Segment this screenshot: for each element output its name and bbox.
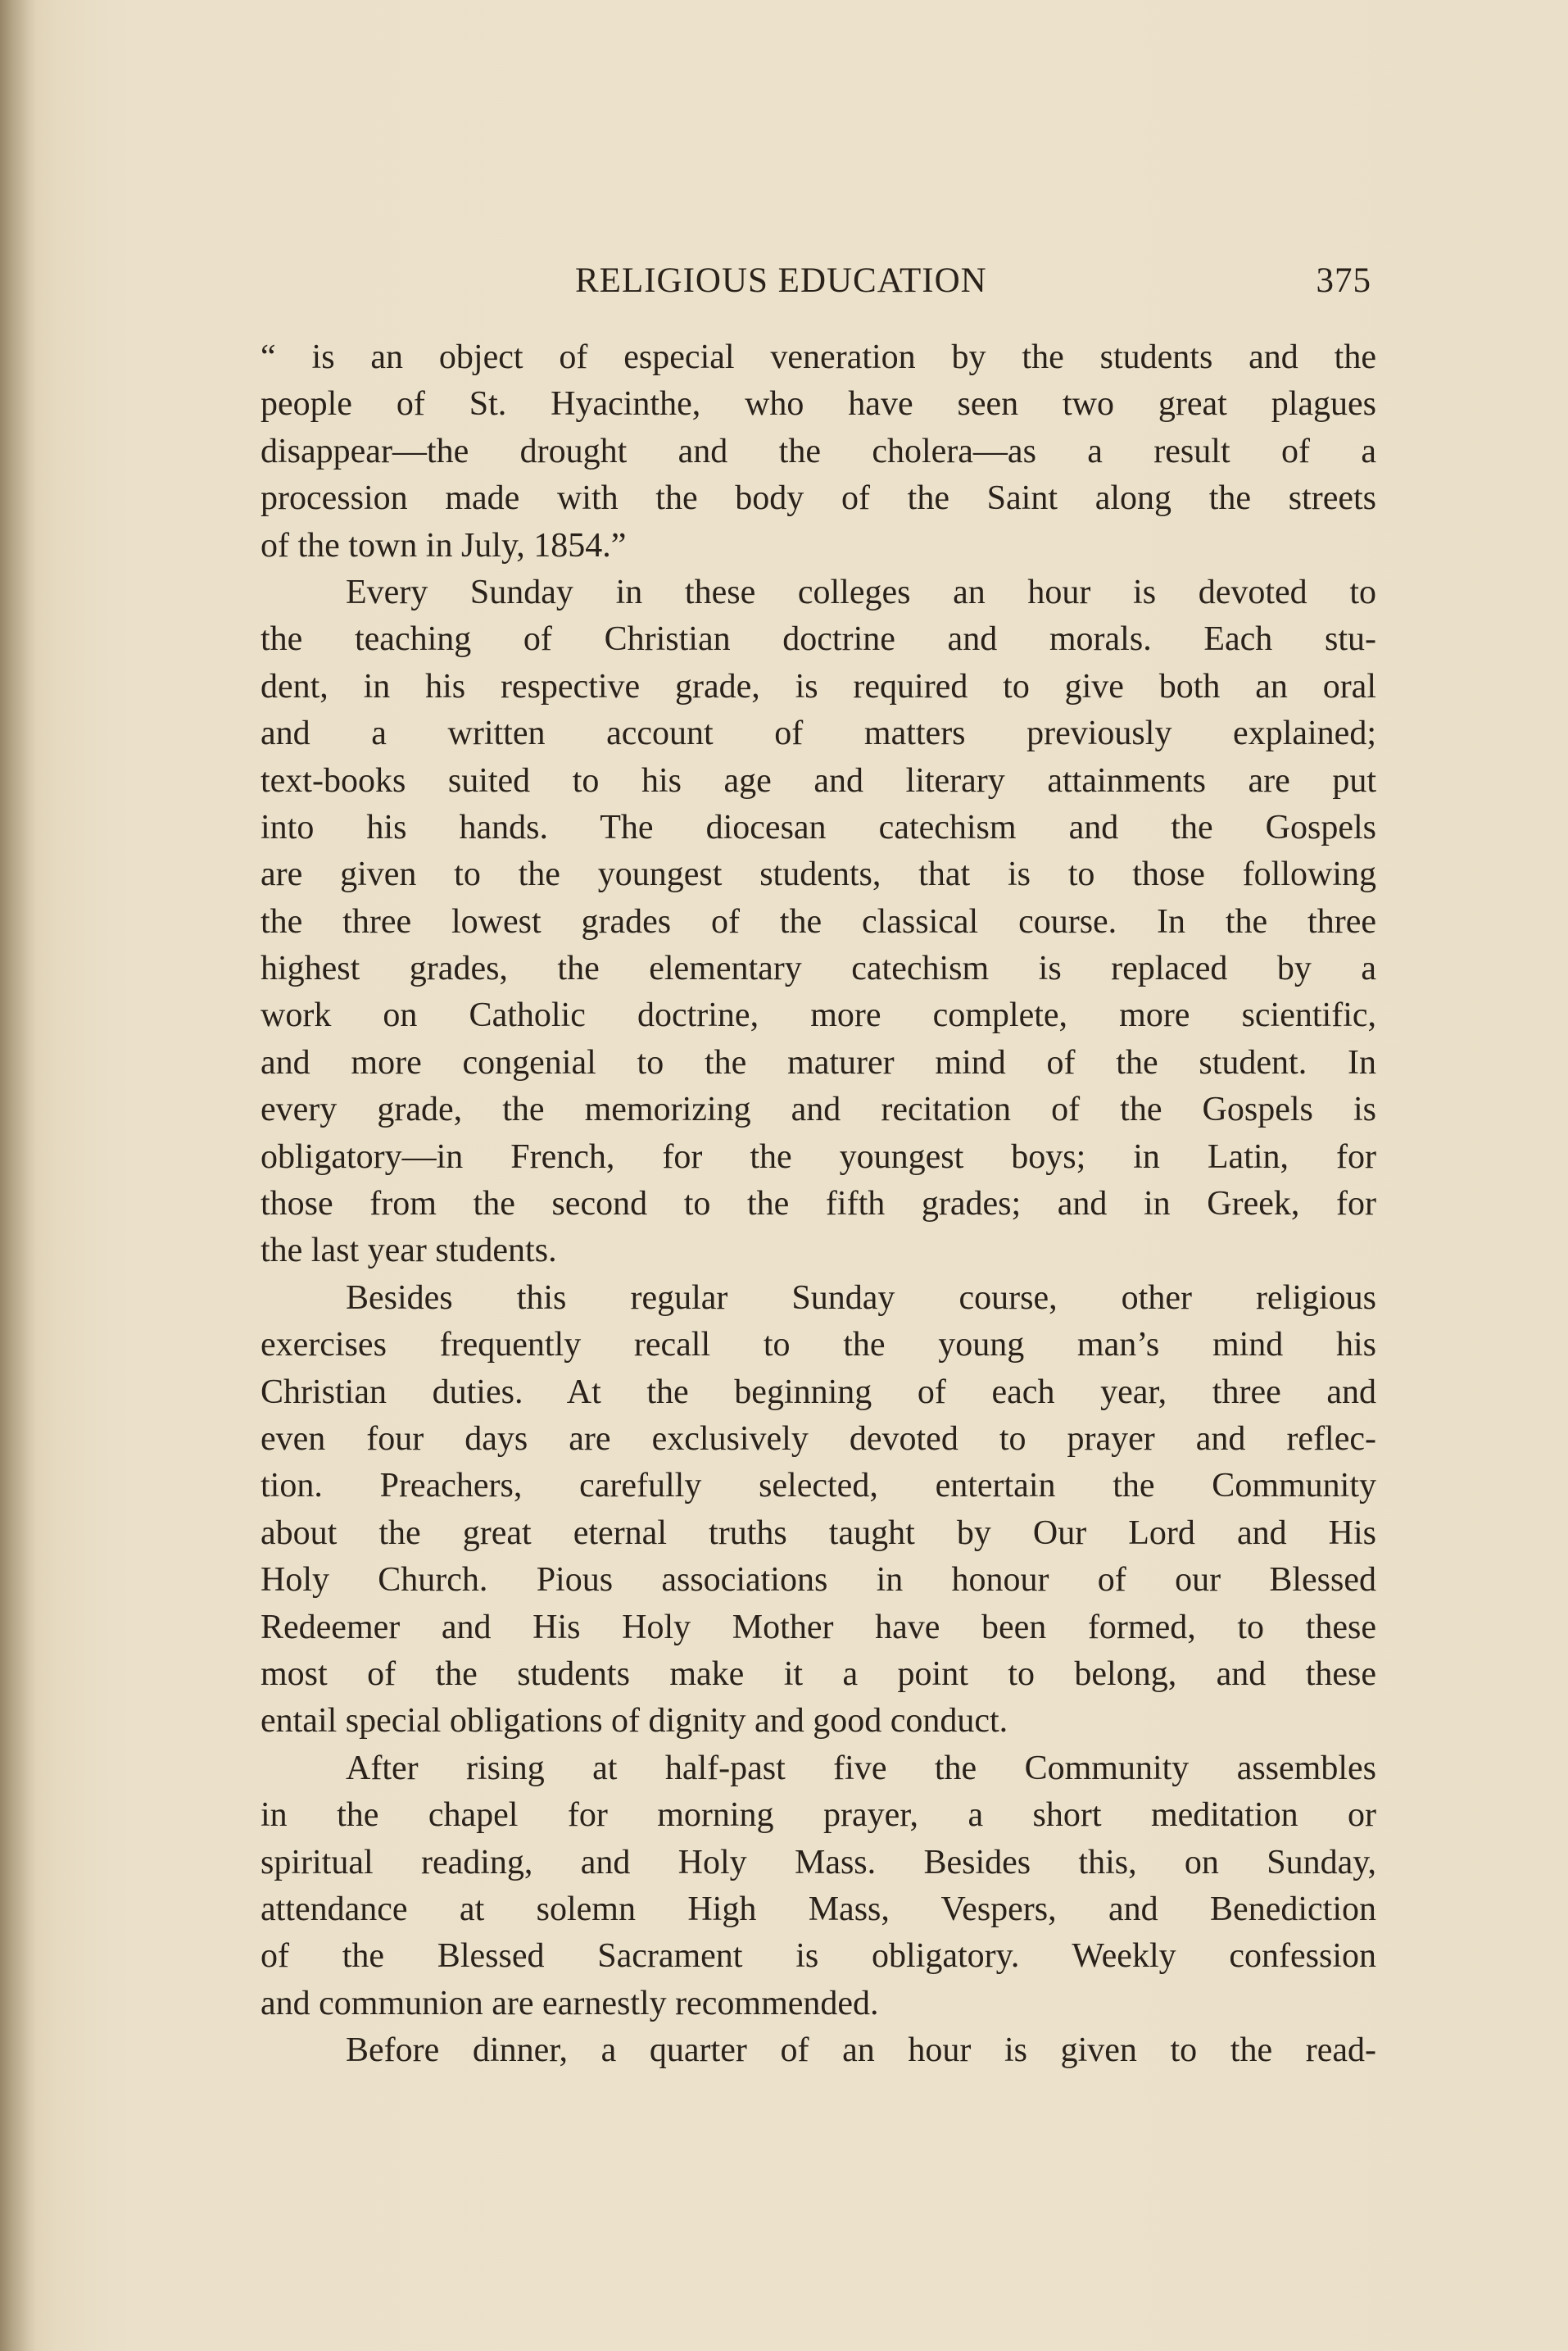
text-line: Redeemer and His Holy Mother have been formed, to these [261,1608,1376,1646]
text-line: spiritual reading, and Holy Mass. Besides this, on Sunday, [261,1843,1376,1881]
text-line: “ is an object of especial veneration by the students and the [261,338,1376,376]
text-line: into his hands. The diocesan catechism and the Gospels [261,808,1376,846]
running-head [264,261,1371,310]
text-line: are given to the youngest students, that is to those following [261,856,1376,894]
text-line: tion. Preachers, carefully selected, entertain the Community [261,1467,1376,1505]
text-line: disappear—the drought and the cholera—as a result of a [261,432,1376,470]
text-line: obligatory—in French, for the youngest boys; in Latin, for [261,1137,1376,1176]
text-line: exercises frequently recall to the young man’s mind his [261,1326,1376,1364]
text-line: most of the students make it a point to belong, and these [261,1654,1376,1693]
page-number: 375 [1316,261,1371,300]
text-line: procession made with the body of the Saint along the streets [261,479,1376,518]
page-gutter-shadow [0,0,36,2351]
text-line: Before dinner, a quarter of an hour is given to the read- [346,2031,1376,2070]
text-line: highest grades, the elementary catechism is replaced by a [261,950,1376,988]
text-line: attendance at solemn High Mass, Vespers, and Benediction [261,1890,1376,1928]
text-line: the last year students. [261,1232,557,1270]
text-line: people of St. Hyacinthe, who have seen two great plagues [261,385,1376,424]
text-line: and a written account of matters previously explained; [261,715,1376,753]
text-line: Holy Church. Pious associations in honour of our Blessed [261,1561,1376,1600]
text-line: in the chapel for morning prayer, a short meditation or [261,1796,1376,1835]
text-line: of the Blessed Sacrament is obligatory. Weekly confession [261,1937,1376,1976]
text-line: dent, in his respective grade, is required to give both an oral [261,667,1376,706]
text-line: every grade, the memorizing and recitation of the Gospels is [261,1091,1376,1129]
text-line: Christian duties. At the beginning of each year, three and [261,1373,1376,1411]
text-line: work on Catholic doctrine, more complete, more scientific, [261,996,1376,1035]
text-line: of the town in July, 1854.” [261,526,627,565]
text-line: those from the second to the fifth grades; and in Greek, for [261,1185,1376,1223]
text-line: even four days are exclusively devoted to prayer and reflec- [261,1419,1376,1458]
running-title: RELIGIOUS EDUCATION [575,261,987,300]
text-line: the three lowest grades of the classical course. In the three [261,902,1376,941]
body-text [261,334,1376,2074]
text-line: Besides this regular Sunday course, other religious [346,1278,1376,1317]
text-line: and communion are earnestly recommended. [261,1984,879,2022]
text-line: text-books suited to his age and literary attainments are put [261,761,1376,800]
text-line: After rising at half-past five the Community assembles [346,1749,1376,1787]
text-line: the teaching of Christian doctrine and morals. Each stu- [261,620,1376,659]
text-line: entail special obligations of dignity and good conduct. [261,1702,1008,1741]
text-line: Every Sunday in these colleges an hour is devoted to [346,573,1376,611]
text-line: and more congenial to the maturer mind of the student. In [261,1043,1376,1082]
text-line: about the great eternal truths taught by Our Lord and His [261,1514,1376,1552]
